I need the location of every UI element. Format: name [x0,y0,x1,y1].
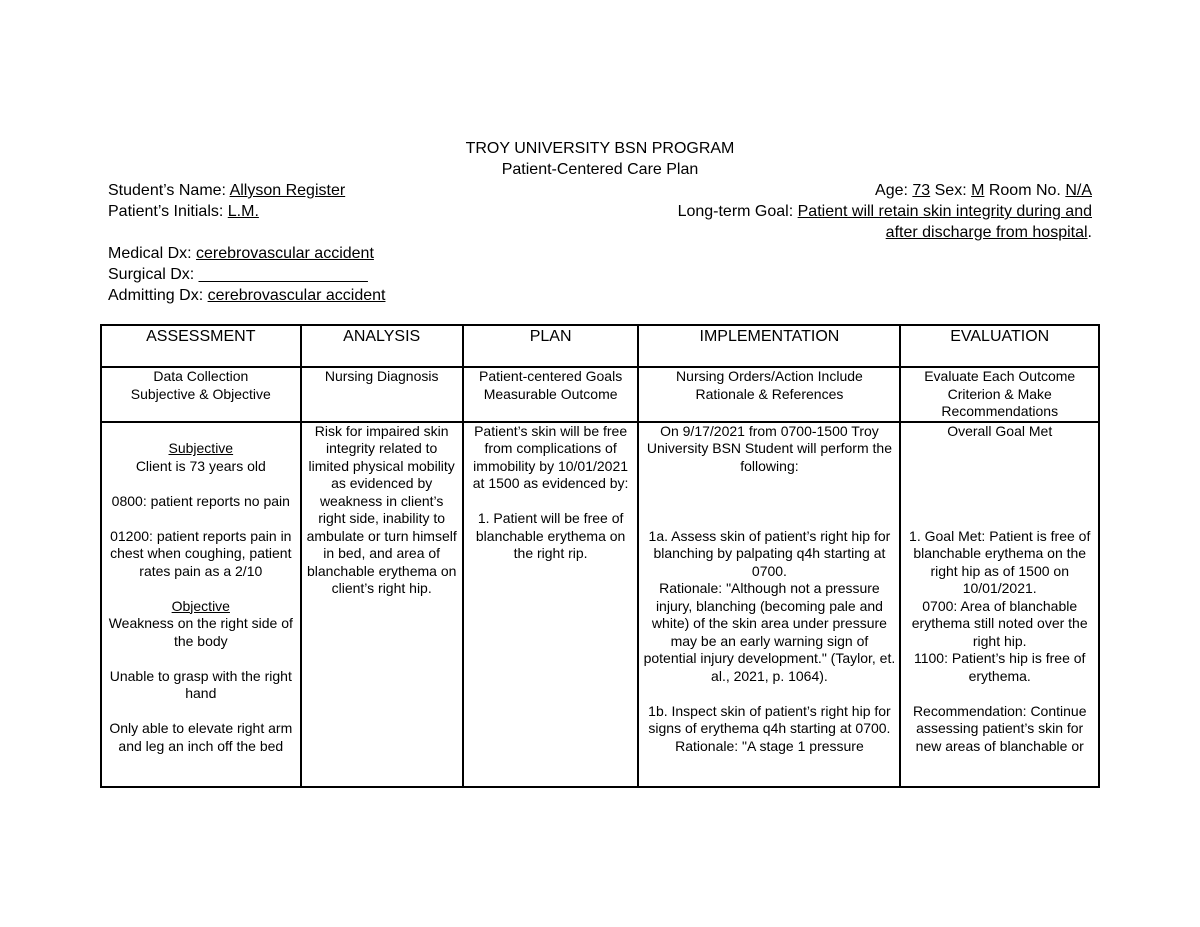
objective-item: Unable to grasp with the right hand [109,667,292,701]
subjective-item: 0800: patient reports no pain [111,492,290,509]
subheader-text: Patient-centered Goals [479,368,623,384]
subheader-text: Criterion & Make [947,385,1052,402]
objective-item: Only able to elevate right arm and leg an inch off the bed [109,720,293,754]
table-subheader-row [101,367,1099,422]
evaluation-cell [900,422,1099,788]
nursing-diagnosis-text: Risk for impaired skin integrity related to limited physical mobility as evidenced by weakness in client’s right side, inability to ambulate or turn himself in bed, and area of blanchable erythema on client’s right hip. [306,422,457,596]
table-body-row [101,422,1099,788]
header-assessment: ASSESSMENT [101,325,301,367]
subheader-plan [463,367,639,422]
implementation-rationale-1a: Rationale: "Although not a pressure injury, blanching (becoming pale and white) of the skin area under pressure may be an early warning sign of potential injury development." (Taylor, et. al., 2021, p. 1064). [643,580,896,684]
subheader-text: Nursing Diagnosis [324,368,439,384]
medical-dx-line [108,243,374,264]
care-plan-table [100,324,1100,788]
evaluation-note-1100: 1100: Patient’s hip is free of erythema. [913,650,1086,684]
long-term-goal-label: Long-term Goal: [677,203,798,220]
document-title: Patient-Centered Care Plan [501,161,699,178]
overall-goal-status: Overall Goal Met [947,422,1053,439]
age-value: 73 [912,182,931,199]
plan-outcome-1: 1. Patient will be free of blanchable erythema on the right rip. [475,510,626,561]
subjective-item: 01200: patient reports pain in chest when coughing, patient rates pain as a 2/10 [110,527,292,579]
subjective-item: Client is 73 years old [135,457,266,474]
admitting-dx-value: cerebrovascular accident [207,287,386,304]
long-term-goal-value-1: Patient will retain skin integrity during and [797,203,1092,220]
patient-initials-value: L.M. [227,203,259,220]
subjective-heading: Subjective [168,440,234,456]
medical-dx-value: cerebrovascular accident [196,245,374,262]
surgical-dx-label: Surgical Dx: [108,266,199,283]
long-term-goal-period: . [1087,224,1092,241]
objective-item: Weakness on the right side of the body [108,615,293,649]
student-name-line [108,180,345,201]
header-implementation: IMPLEMENTATION [638,325,900,367]
implementation-rationale-1b: Rationale: "A stage 1 pressure [675,737,864,754]
subheader-text: Nursing Orders/Action Include [676,368,863,384]
implementation-intro: On 9/17/2021 from 0700-1500 Troy University BSN Student will perform the following: [646,422,892,474]
subheader-text: Measurable Outcome [483,385,618,402]
header-plan: PLAN [463,325,639,367]
admitting-dx-line [108,285,385,306]
subheader-implementation [638,367,900,422]
student-name-value: Allyson Register [229,182,346,199]
medical-dx-label: Medical Dx: [108,245,197,262]
surgical-dx-value: ___________________ [198,266,368,283]
patient-initials-line [108,201,259,222]
subheader-analysis [301,367,463,422]
implementation-action-1b: 1b. Inspect skin of patient’s right hip for signs of erythema q4h starting at 0700. [648,702,891,736]
implementation-cell [638,422,900,788]
program-title: TROY UNIVERSITY BSN PROGRAM [465,140,735,157]
analysis-cell [301,422,463,788]
room-value: N/A [1065,182,1092,199]
age-label: Age: [875,182,913,199]
surgical-dx-line [108,264,368,285]
subheader-text: Evaluate Each Outcome [924,368,1076,384]
sex-value: M [971,182,985,199]
subheader-text: Recommendations [941,403,1059,419]
room-label: Room No. [984,182,1066,199]
objective-heading: Objective [171,597,230,614]
evaluation-note-0700: 0700: Area of blanchable erythema still noted over the right hip. [911,597,1088,649]
subheader-assessment [101,367,301,422]
admitting-dx-label: Admitting Dx: [108,287,208,304]
header-evaluation: EVALUATION [900,325,1099,367]
implementation-action-1a: 1a. Assess skin of patient’s right hip for blanching by palpating q4h starting at 0700. [648,527,891,579]
patient-initials-label: Patient’s Initials: [108,203,228,220]
table-header-row [101,325,1099,367]
header-analysis: ANALYSIS [301,325,463,367]
sex-label: Sex: [930,182,972,199]
assessment-cell [101,422,301,788]
subheader-text: Rationale & References [695,385,844,402]
evaluation-recommendation: Recommendation: Continue assessing patient’s skin for new areas of blanchable or [912,702,1087,754]
long-term-goal-line1 [678,201,1092,222]
subheader-text: Data Collection [153,368,249,384]
subheader-text: Subjective & Objective [130,385,271,402]
plan-cell [463,422,639,788]
age-sex-room-line [875,180,1092,201]
long-term-goal-line2 [886,222,1092,243]
long-term-goal-value-2: after discharge from hospital [885,224,1088,241]
subheader-evaluation [900,367,1099,422]
student-name-label: Student’s Name: [108,182,230,199]
plan-intro: Patient’s skin will be free from complications of immobility by 10/01/2021 at 1500 as evidenced by: [472,422,629,491]
evaluation-goal-1: 1. Goal Met: Patient is free of blanchable erythema on the right hip as of 1500 on 10/01/2021. [909,527,1091,596]
